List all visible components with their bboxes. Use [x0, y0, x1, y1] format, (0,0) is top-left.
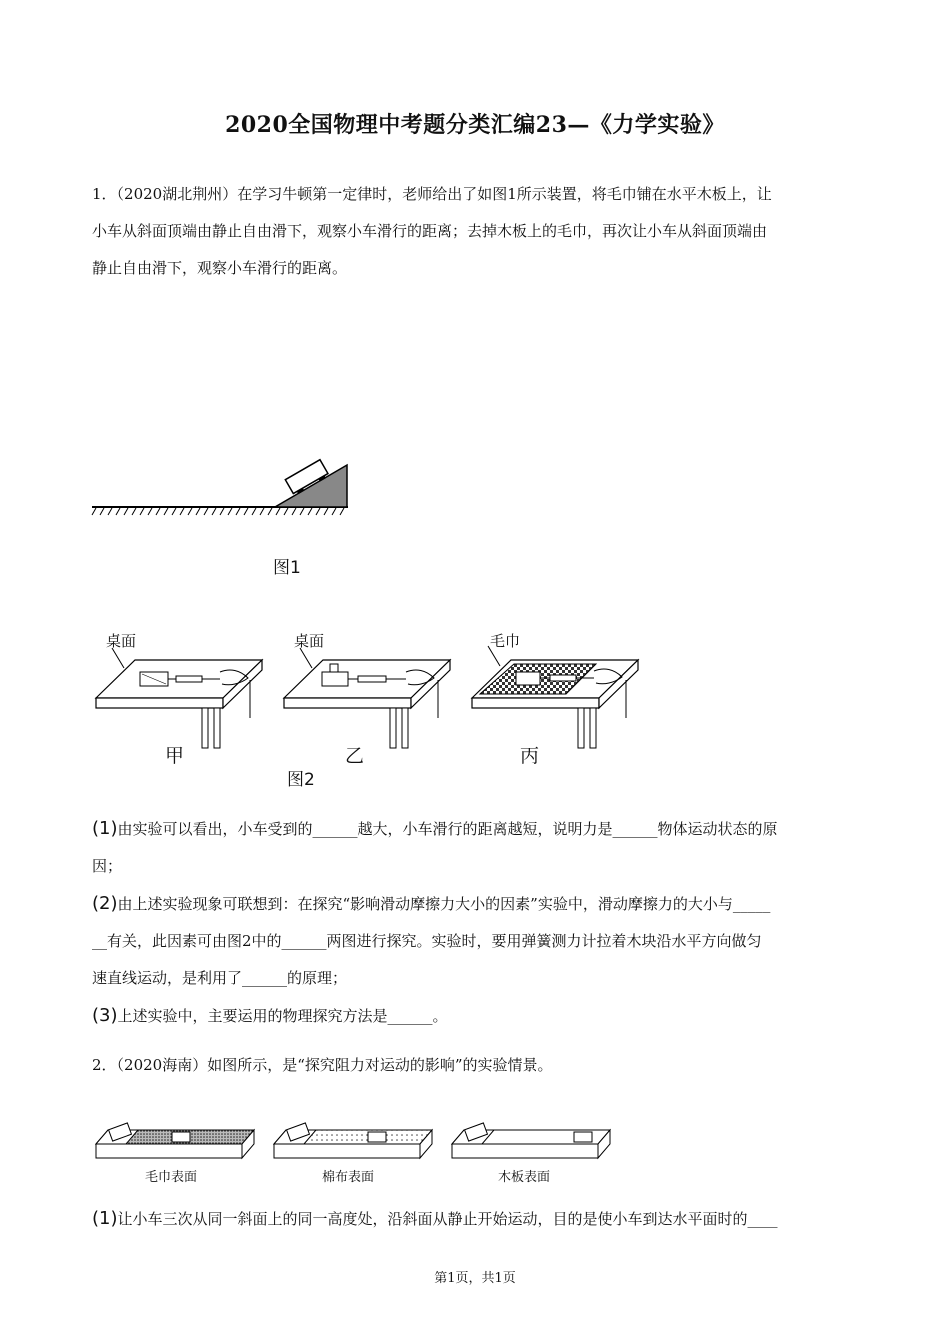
page-footer: 第1页，共1页 — [434, 1271, 516, 1286]
q1-sub1-cont: 因； — [92, 857, 123, 875]
table-sublabel-yi: 乙 — [345, 745, 365, 767]
q2-intro: 2．（2020海南）如图所示，是“探究阻力对运动的影响”的实验情景。 — [92, 1056, 553, 1074]
q1-line-3: 静止自由滑下，观察小车滑行的距离。 — [92, 259, 348, 277]
table-label-3: 毛巾 — [490, 632, 521, 650]
table-jia — [96, 648, 262, 748]
q1-subquestions — [92, 810, 862, 1035]
figure-1-incline — [90, 455, 360, 525]
figure-1-caption: 图1 — [273, 558, 301, 578]
q1-line-1: 1．（2020湖北荆州）在学习牛顿第一定律时，老师给出了如图1所示装置，将毛巾铺在水平木板上，让 — [92, 185, 772, 203]
q1-line-2: 小车从斜面顶端由静止自由滑下，观察小车滑行的距离；去掉木板上的毛巾，再次让小车从斜面顶端由 — [92, 222, 768, 240]
surface-label-wood: 木板表面 — [498, 1170, 551, 1185]
surface-label-cotton: 棉布表面 — [322, 1170, 375, 1185]
table-sublabel-bing: 丙 — [520, 745, 540, 767]
q1-sub3: (3)上述实验中，主要运用的物理探究方法是______。 — [92, 1005, 448, 1026]
figure-2-caption: 图2 — [287, 770, 315, 790]
table-bing — [472, 646, 638, 748]
q1-sub1: (1)由实验可以看出，小车受到的______越大，小车滑行的距离越短，说明力是______物体运动状态的原 — [92, 818, 778, 839]
q1-sub2-cont-1: __有关，此因素可由图2中的______两图进行探究。实验时，要用弹簧测力计拉着木块沿水平方向做匀 — [92, 932, 762, 950]
q1-intro — [92, 176, 862, 287]
q2-sub1: (1)让小车三次从同一斜面上的同一高度处，沿斜面从静止开始运动，目的是使小车到达水平面时的____ — [92, 1208, 778, 1229]
q1-sub2: (2)由上述实验现象可联想到：在探究“影响滑动摩擦力大小的因素”实验中，滑动摩擦力的大小与_____ — [92, 893, 771, 914]
table-label-2: 桌面 — [294, 632, 325, 650]
table-sublabel-jia: 甲 — [165, 745, 185, 767]
surface-label-towel: 毛巾表面 — [145, 1170, 198, 1185]
page-title: 2020全国物理中考题分类汇编23—《力学实验》 — [225, 112, 725, 138]
table-yi — [284, 648, 450, 748]
figure-q2-surfaces — [92, 1118, 617, 1168]
q1-sub2-cont-2: 速直线运动，是利用了______的原理； — [92, 969, 348, 987]
table-label-1: 桌面 — [106, 632, 137, 650]
